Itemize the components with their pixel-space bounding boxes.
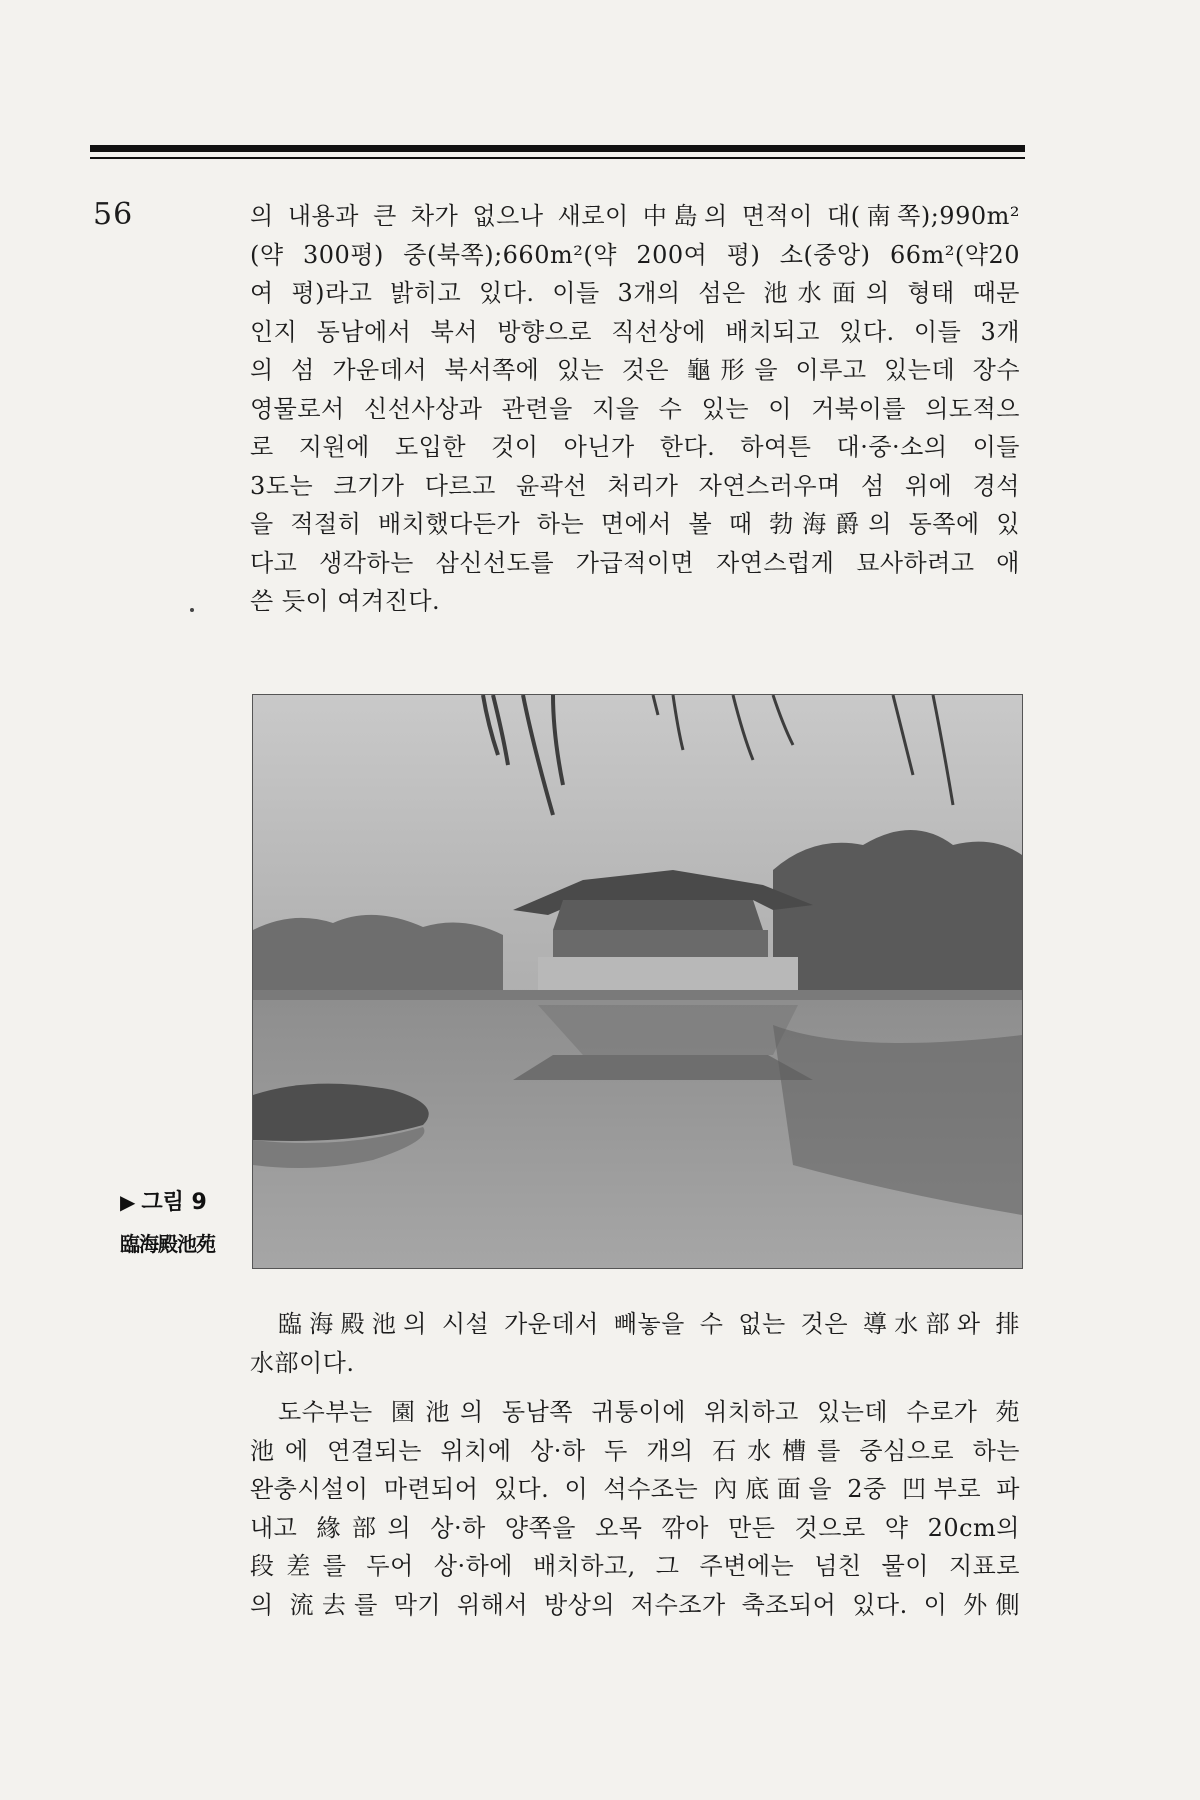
figure-photo-pond-pavilion xyxy=(252,694,1023,1269)
text-line: 의 내용과 큰 차가 없으나 새로이 中島의 면적이 대(南쪽);990m² xyxy=(250,202,1020,230)
figure-title: 臨海殿池苑 xyxy=(120,1232,215,1256)
text-line: 다고 생각하는 삼신선도를 가급적이면 자연스럽게 묘사하려고 애 xyxy=(250,548,1020,577)
header-rule-thick xyxy=(90,145,1025,152)
header-rule-thin xyxy=(90,157,1025,159)
triangle-right-icon: ▶ xyxy=(120,1190,136,1214)
paragraph-continued xyxy=(250,197,1020,621)
text-line: 여 평)라고 밝히고 있다. 이들 3개의 섬은 池水面의 형태 때문 xyxy=(250,279,1020,307)
text-line: 완충시설이 마련되어 있다. 이 석수조는 內底面을 2중 凹부로 파 xyxy=(250,1475,1020,1503)
text-line: 臨海殿池의 시설 가운데서 빼놓을 수 없는 것은 導水部와 排 xyxy=(278,1310,1020,1338)
text-line: 쓴 듯이 여겨진다. xyxy=(250,587,441,615)
figure-label-text: 그림 9 xyxy=(141,1190,207,1215)
figure-label xyxy=(120,1185,245,1216)
text-line: 인지 동남에서 북서 방향으로 직선상에 배치되고 있다. 이들 3개 xyxy=(250,317,1020,346)
page-number: 56 xyxy=(93,197,134,232)
text-line: 段差를 두어 상·하에 배치하고, 그 주변에는 넘친 물이 지표로 xyxy=(250,1552,1020,1580)
text-line: 로 지원에 도입한 것이 아닌가 한다. 하여튼 대·중·소의 이들 xyxy=(250,433,1020,461)
text-line: 도수부는 園池의 동남쪽 귀퉁이에 위치하고 있는데 수로가 苑 xyxy=(278,1398,1020,1426)
text-line: 3도는 크기가 다르고 윤곽선 처리가 자연스러우며 섬 위에 경석 xyxy=(250,471,1020,500)
text-line: 내고 緣部의 상·하 양쪽을 오목 깎아 만든 것으로 약 20cm의 xyxy=(250,1513,1020,1542)
text-line: 을 적절히 배치했다든가 하는 면에서 볼 때 勃海爵의 동쪽에 있 xyxy=(250,510,1020,538)
paragraph xyxy=(250,1305,1020,1382)
text-line: 의 流去를 막기 위해서 방상의 저수조가 축조되어 있다. 이 外側 xyxy=(250,1590,1020,1619)
text-line: (약 300평) 중(북쪽);660m²(약 200여 평) 소(중앙) 66m²(약20 xyxy=(250,240,1020,269)
paragraph xyxy=(250,1393,1020,1624)
text-line: 영물로서 신선사상과 관련을 지을 수 있는 이 거북이를 의도적으 xyxy=(250,394,1020,423)
text-line: 의 섬 가운데서 북서쪽에 있는 것은 龜形을 이루고 있는데 장수 xyxy=(250,356,1020,384)
text-line: 水部이다. xyxy=(250,1348,355,1377)
figure-caption xyxy=(120,1185,245,1257)
text-line: 池에 연결되는 위치에 상·하 두 개의 石水槽를 중심으로 하는 xyxy=(250,1436,1020,1465)
pond-pavilion-photo xyxy=(253,695,1022,1268)
margin-dot xyxy=(190,608,194,612)
